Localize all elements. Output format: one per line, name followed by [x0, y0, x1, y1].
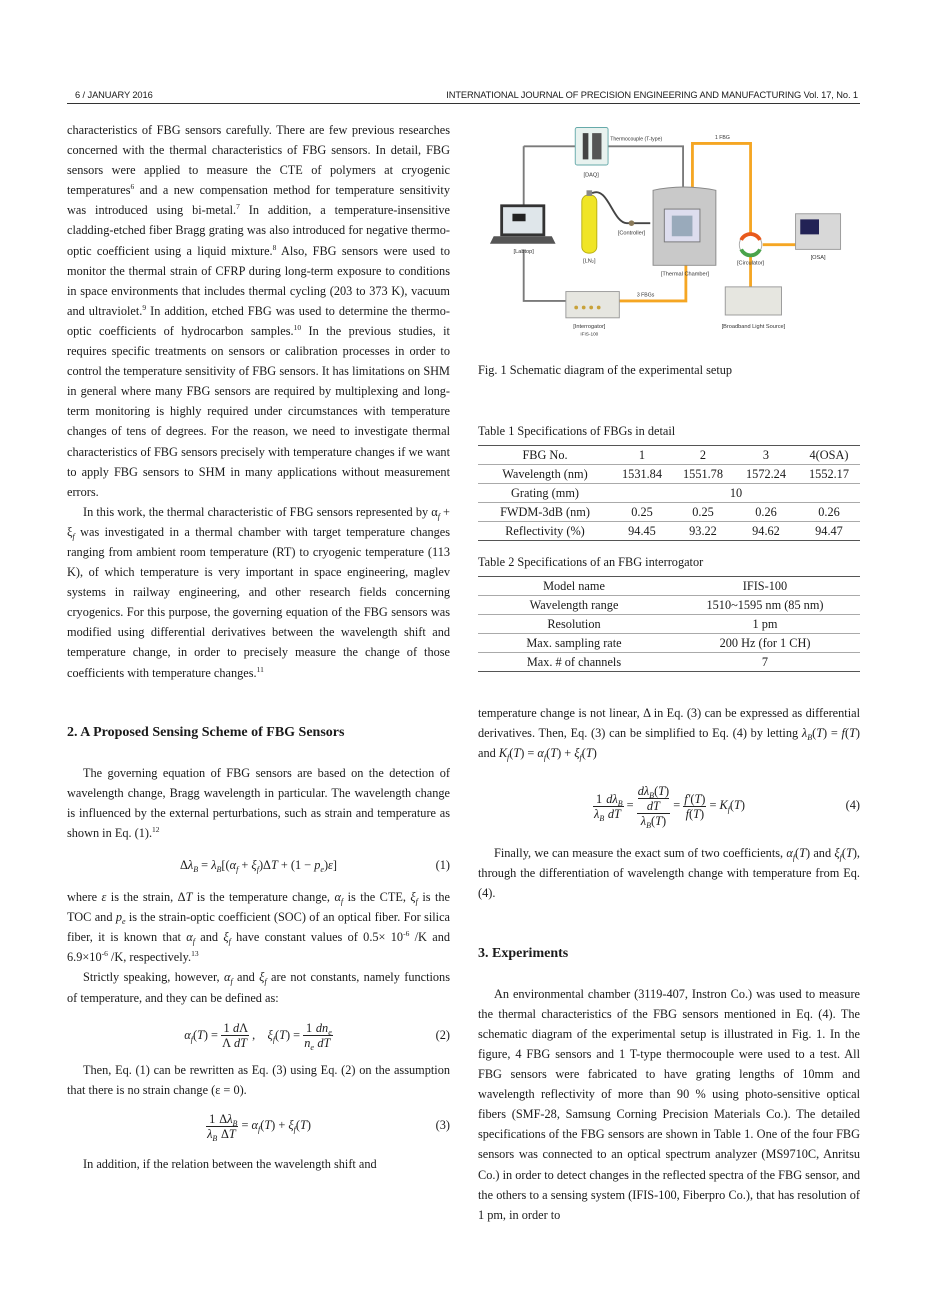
svg-text:Thermocouple (T-type): Thermocouple (T-type) [610, 136, 663, 143]
running-header [67, 88, 860, 104]
svg-text:1 FBG: 1 FBG [715, 134, 730, 141]
definitions-paragraph: where ε is the strain, ΔT is the temperature change, $\alpha_f$ is the CTE, $\xi_f$ is the TOC and $p_e$ is the strain-optic coefficient (SOC) of an optical fiber. For silica fiber, it is known that $\alpha_f$ and $\xi_f$ have constant values of $0.5\times 10^{-6}$ /K and $6.9\times 10^{-6}$ /K, respectively.$^{13}$ [67, 890, 450, 965]
this-work-paragraph: In this work, the thermal characteristic of FBG sensors represented by $\alpha_f + \xi_f$ was investigated in a thermal chamber with target temperature changes ranging from ambient room temperature (RT) to cryogenic temperature (113 K), of which temperature is very important in space engineering, maglev systems in railway engineering, and other research fields concerning cryogenics. For this purpose, the governing equation of the FBG sensors was modified using differential derivatives between the wavelength shift and temperature change, in order to precisely measure the change of those coefficients with temperature changes.$^{11}$ [67, 504, 450, 680]
equation-4-number: (4) [845, 798, 860, 813]
header-rule [67, 103, 860, 104]
experimental-setup-diagram [478, 120, 860, 345]
table-header-row: FBG No. 1 2 3 4(OSA) [478, 446, 860, 465]
svg-text:[Labtop]: [Labtop] [513, 249, 534, 256]
table-row: Wavelength (nm) 1531.84 1551.78 1572.24 1552.17 [478, 465, 860, 484]
intro-paragraph: characteristics of FBG sensors carefully. There are few previous researches concerned with the thermal characteristics of FBG sensors. In detail, FBG sensors were applied to measure the CTE of polymers at cryogenic temperatures$^6$ and a new compensation method for temperature sensitivity was introduced using bi-metal.$^7$ In addition, a temperature-insensitive cladding-etched fiber Bragg grating was also introduced for negative thermo-optic coefficient using a liquid mixture.$^8$ Also, FBG sensors were used to monitor the thermal strain of CFRP during long-term exposure to conditions in space environments that includes thermal cycling (203 to 373 K), vacuum and ultraviolet.$^9$ In addition, etched FBG was used to determine the thermo-optic coefficients of hydrocarbon samples.$^{10}$ In the previous studies, it requires specific treatments on sensors or calibration processes in order to control the temperature sensitivity of FBG sensors. It has limitations on SHM in general where many FBG sensors are required by multiplexing and long-term monitoring is highly required under circumstances with temperature changes of tens of degrees. For the reason, we need to investigate thermal characteristics of FBG sensors precisely with temperature changes if we want to apply FBG sensors to SHM in many applications without measurement errors. [67, 123, 450, 499]
table-row: Max. sampling rate 200 Hz (for 1 CH) [478, 634, 860, 653]
equation-4: $\frac{1}{\lambda_B}$ $\frac{d\lambda_B}{dT}$ = $d\lambda_B(T)$ dT $\lambda_B(T)$ = $\frac{f'(T)}{f(T)}$ = $K_f(T)$ (4) [478, 777, 860, 833]
governing-equation-paragraph: The governing equation of FBG sensors are based on the detection of wavelength change, Bragg wavelength in particular. The wavelength change is influenced by the external perturbations, such as strain and temperature as shown in Eq. (1).$^{12}$ [67, 765, 450, 840]
section-3-heading: 3. Experiments [478, 945, 569, 961]
table-row: Wavelength range 1510~1595 nm (85 nm) [478, 596, 860, 615]
figure-1-schematic [478, 120, 860, 345]
journal-title: INTERNATIONAL JOURNAL OF PRECISION ENGINEERING AND MANUFACTURING Vol. 17, No. 1 [446, 90, 858, 100]
svg-text:IFIS-100: IFIS-100 [580, 331, 599, 337]
relation-paragraph: In addition, if the relation between the wavelength shift and [83, 1156, 377, 1171]
table-row: Grating (mm) 10 [478, 484, 860, 503]
table-1-caption: Table 1 Specifications of FBGs in detail [478, 424, 676, 438]
strictly-speaking-paragraph: Strictly speaking, however, $\alpha_f$ and $\xi_f$ are not constants, namely functions of temperature, and they can be defined as: [67, 970, 450, 1005]
svg-text:[OSA]: [OSA] [810, 254, 826, 261]
table-row: Reflectivity (%) 94.45 93.22 94.62 94.47 [478, 522, 860, 541]
svg-text:[Controller]: [Controller] [617, 230, 646, 237]
table-2-caption: Table 2 Specifications of an FBG interrogator [478, 555, 704, 569]
svg-text:[DAQ]: [DAQ] [583, 172, 599, 179]
table-row: FWDM-3dB (nm) 0.25 0.25 0.26 0.26 [478, 503, 860, 522]
left-column [67, 120, 450, 1174]
equation-1-number: (1) [435, 858, 450, 873]
equation-3-number: (3) [435, 1117, 450, 1132]
right-column [478, 703, 860, 1225]
experiments-paragraph: An environmental chamber (3119-407, Instron Co.) was used to measure the thermal characteristics of the FBG sensors mentioned in Eq. (4). The schematic diagram of the experimental setup is illustrated in Fig. 1. In the figure, 4 FBG sensors and 1 T-type thermocouple were used to a test. All FBG sensors were fabricated to have grating lengths of 10mm and wavelength reflectivity of more than 90 % using photo-sensitive optical fibers (SMF-28, Samsung Corning Precision Materials Co.). The detailed specifications of the FBG sensors are shown in Table 1. One of the four FBG sensors was connected to an optical spectrum analyzer (MS9710C, Anritsu Co.) in order to detect changes in the reflected spectra of the FBG sensor, and the others to a sensing system (IFIS-100, Fiberpro Co.), that has resolution of 1 pm, in order to [478, 986, 860, 1222]
svg-text:[Circulator]: [Circulator] [737, 260, 765, 267]
svg-text:[Interrogator]: [Interrogator] [573, 324, 606, 331]
svg-text:[Broadband Light Source]: [Broadband Light Source] [721, 324, 786, 331]
figure-1-caption: Fig. 1 Schematic diagram of the experimental setup [478, 363, 733, 377]
equation-2: $\alpha_f(T)$ = $\frac{1}{\Lambda}$ $\frac{d\Lambda}{dT}$ , $\xi_f(T)$ = $\frac{1}{n_e}$ $\frac{dn_e}{dT}$ (2) [67, 1018, 450, 1052]
rewrite-paragraph: Then, Eq. (1) can be rewritten as Eq. (3) using Eq. (2) on the assumption that there is no strain change (ε = 0). [67, 1062, 450, 1097]
nonlinear-paragraph: temperature change is not linear, Δ in Eq. (3) can be expressed as differential derivatives. Then, Eq. (3) can be simplified to Eq. (4) by letting $\lambda_B(T) = f(T)$ and $K_f(T) = \alpha_f(T) + \xi_f(T)$ [478, 706, 861, 763]
page-date: 6 / JANUARY 2016 [75, 90, 153, 100]
finally-paragraph: Finally, we can measure the exact sum of two coefficients, $\alpha_f(T)$ and $\xi_f(T)$, through the differentiation of wavelength change with temperature from Eq. (4). [478, 846, 860, 901]
svg-text:3 FBGs: 3 FBGs [636, 292, 655, 299]
equation-3: $\frac{1}{\lambda_B}$ $\frac{\Delta\lambda_B}{\Delta T}$ = $\alpha_f(T) + \xi_f(T)$ (3) [67, 1108, 450, 1142]
svg-text:[LN₂]: [LN₂] [583, 258, 596, 265]
svg-text:[Thermal Chamber]: [Thermal Chamber] [660, 271, 710, 278]
table-row: Model name IFIS-100 [478, 577, 860, 596]
section-2-heading: 2. A Proposed Sensing Scheme of FBG Sensors [67, 724, 345, 740]
table-row: Max. # of channels 7 [478, 653, 860, 672]
table-2-interrogator-specs [478, 576, 860, 672]
equation-1: $\Delta\lambda_B = \lambda_B[(\alpha_f + \xi_f)\Delta T + (1 - p_e)\varepsilon]$ (1) [67, 855, 450, 875]
table-row: Resolution 1 pm [478, 615, 860, 634]
table-1-fbg-specs [478, 445, 860, 541]
equation-2-number: (2) [435, 1027, 450, 1042]
